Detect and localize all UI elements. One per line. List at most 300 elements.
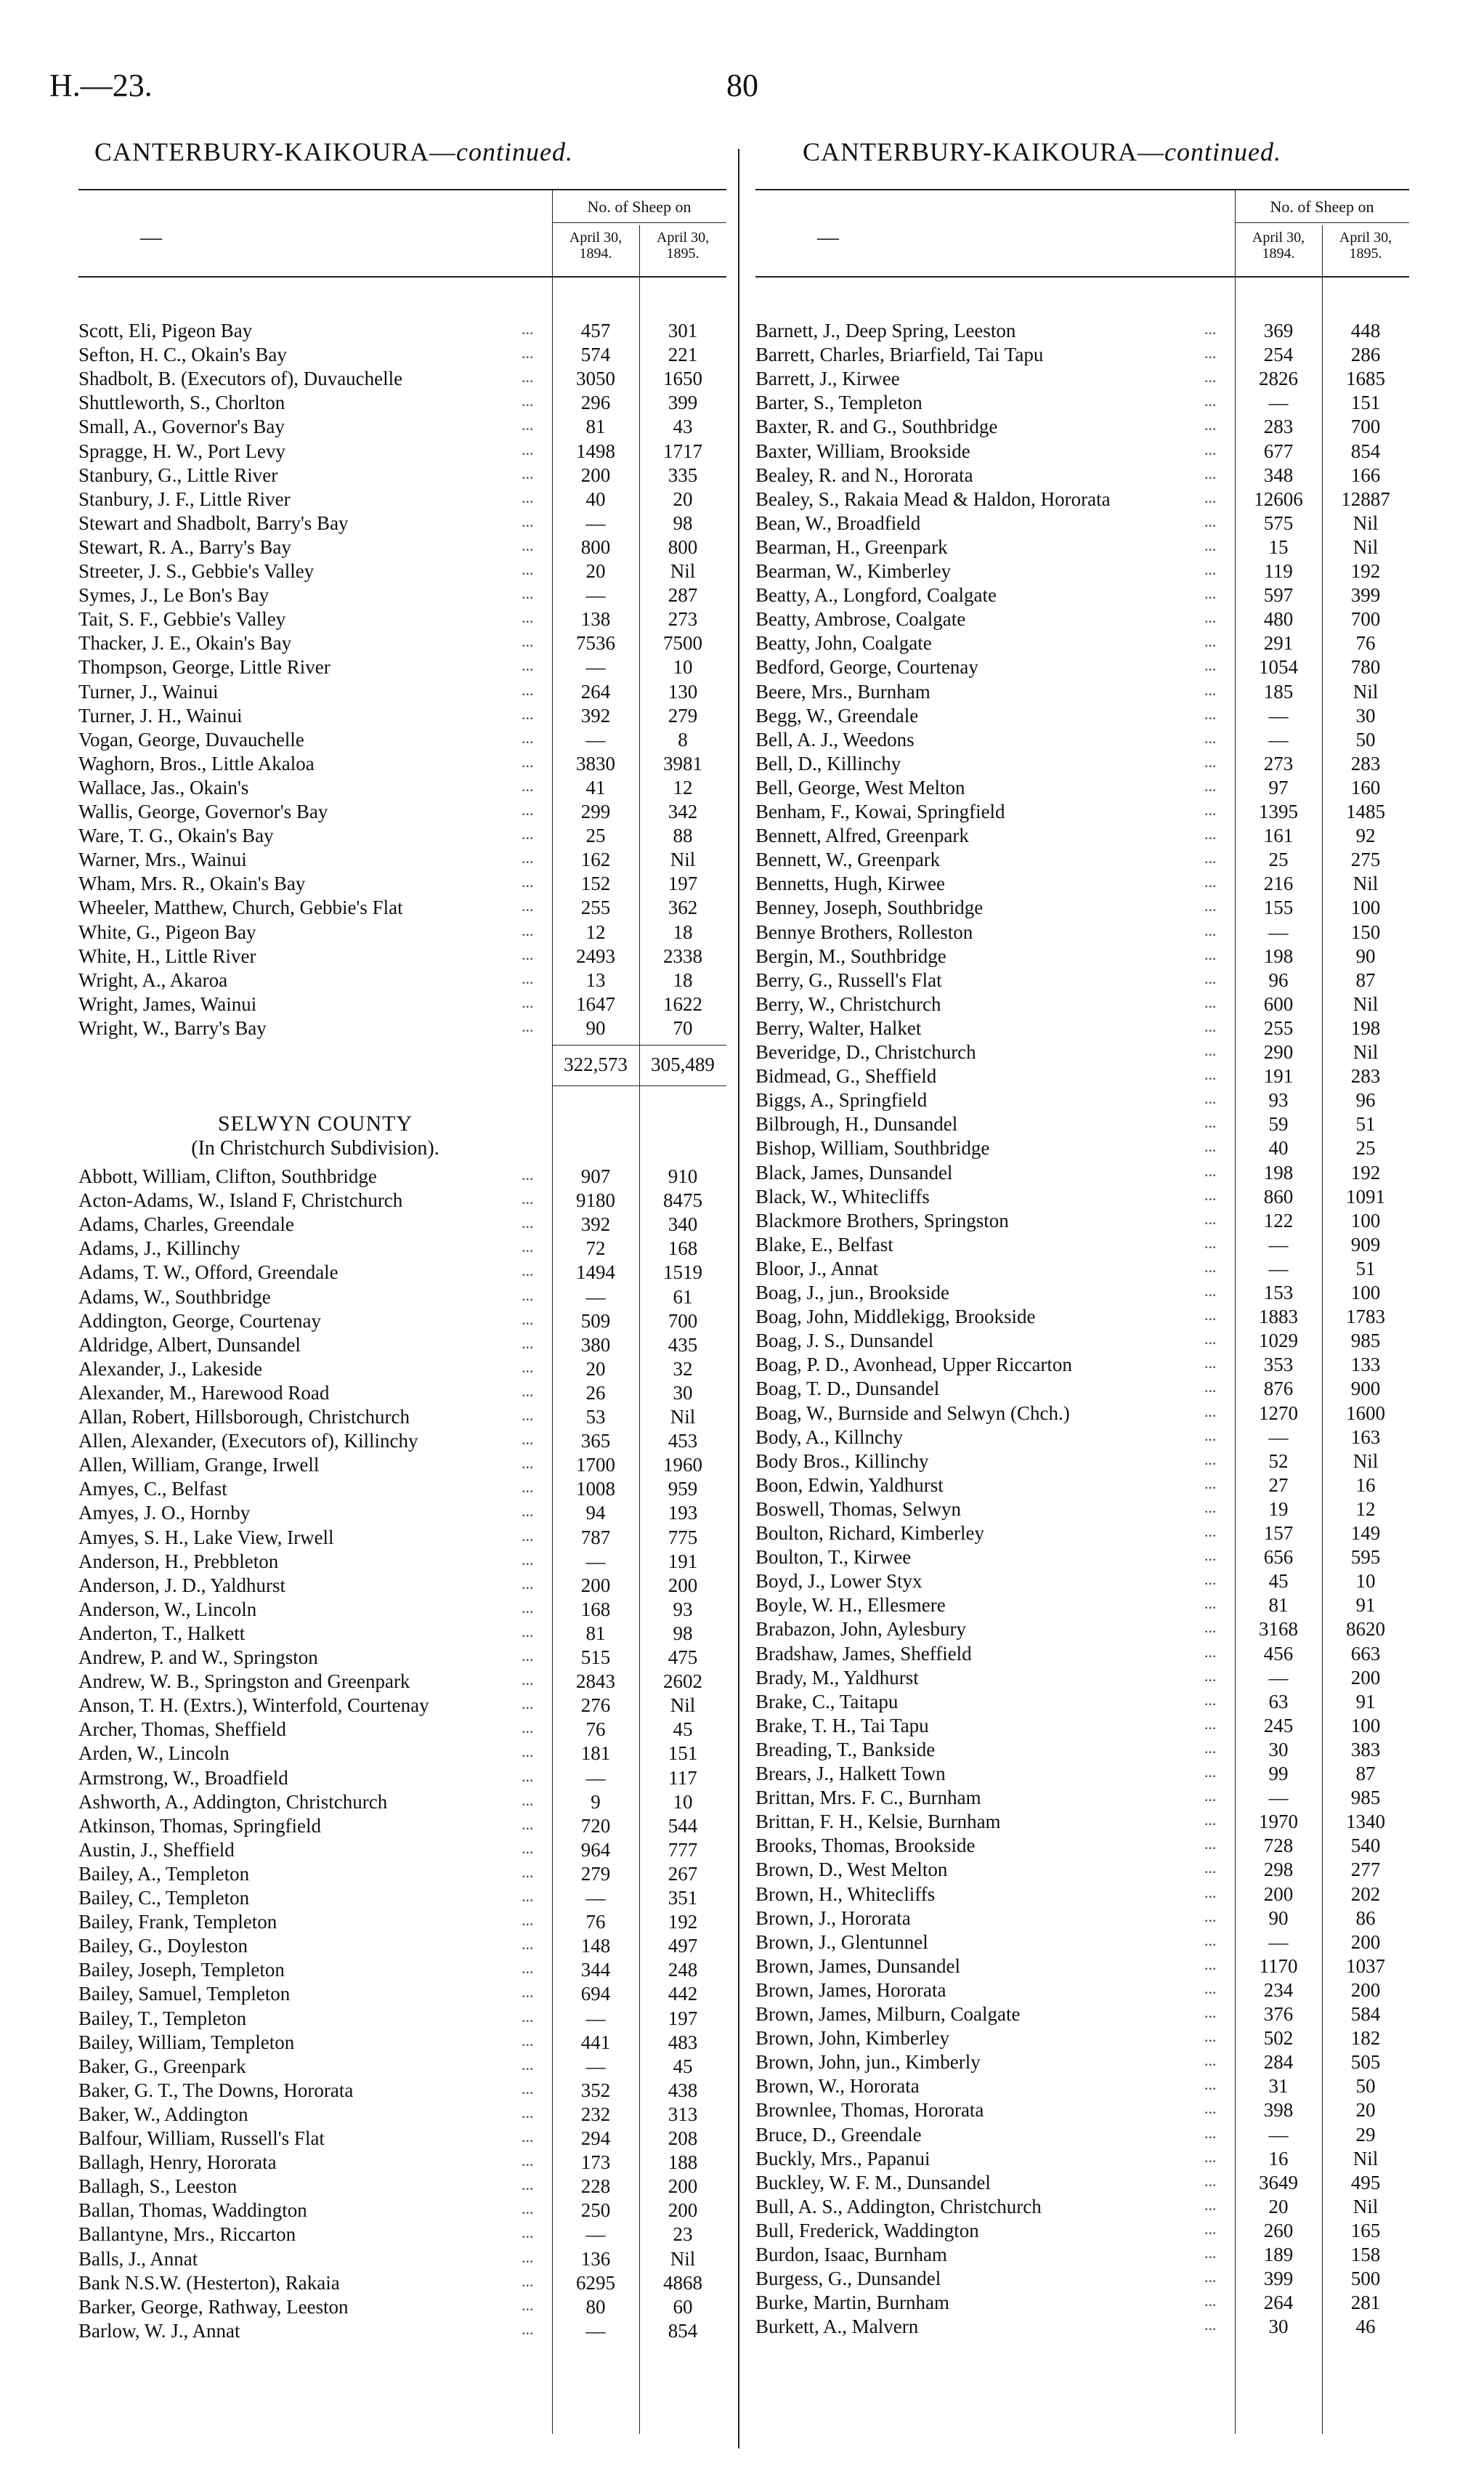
table-row — [755, 1667, 1409, 1691]
sheep-1895: 12 — [1355, 1498, 1376, 1520]
sheep-1895: 8 — [678, 729, 688, 751]
sheep-1895: 283 — [1350, 753, 1381, 775]
leader-dots: ... — [522, 1017, 534, 1035]
owner-name: Buckley, W. F. M., Dunsandel — [755, 2172, 991, 2193]
sheep-1894: 9 — [591, 1791, 601, 1813]
sheep-1894: 15 — [1268, 536, 1289, 558]
leader-dots: ... — [1204, 2220, 1217, 2238]
owner-name: Brake, T. H., Tai Tapu — [755, 1715, 929, 1736]
table-row — [755, 1450, 1409, 1474]
sheep-1894: 656 — [1263, 1546, 1294, 1568]
sheep-1894: 255 — [580, 897, 611, 918]
owner-name: Alexander, J., Lakeside — [78, 1358, 263, 1380]
owner-name: Ballantyne, Mrs., Riccarton — [78, 2223, 296, 2245]
sheep-1895: 182 — [1350, 2027, 1381, 2049]
sheep-1895: 96 — [1355, 1089, 1376, 1111]
sheep-1894: — — [1268, 921, 1289, 943]
sheep-1894: 3649 — [1259, 2172, 1298, 2193]
right-col1-label: April 30, 1894. — [1252, 230, 1305, 262]
sheep-1894: — — [585, 512, 606, 534]
sheep-1895: 12 — [673, 777, 693, 798]
sheep-1894: 1270 — [1259, 1402, 1298, 1424]
sheep-1894: 138 — [580, 608, 611, 630]
table-row — [78, 1382, 726, 1406]
sheep-1894: 575 — [1263, 512, 1294, 534]
owner-name: Buckly, Mrs., Papanui — [755, 2148, 930, 2169]
leader-dots: ... — [522, 1358, 534, 1376]
sheep-1894: — — [1268, 1931, 1289, 1953]
leader-dots: ... — [1204, 1378, 1217, 1396]
sheep-1895: 2602 — [663, 1670, 702, 1692]
table-row — [755, 1715, 1409, 1739]
table-row — [78, 1622, 726, 1646]
table-row — [755, 777, 1409, 801]
right-header-mid-rule — [1235, 222, 1409, 223]
sheep-1895: 151 — [1350, 392, 1381, 413]
table-row — [755, 2148, 1409, 2172]
table-row — [78, 969, 726, 993]
owner-name: Turner, J., Wainui — [78, 681, 219, 703]
sheep-1895: 150 — [1350, 921, 1381, 943]
leader-dots: ... — [1204, 440, 1217, 458]
owner-name: Bell, D., Killinchy — [755, 753, 901, 775]
leader-dots: ... — [1204, 969, 1217, 987]
leader-dots: ... — [522, 464, 534, 482]
leader-dots: ... — [1204, 1041, 1217, 1059]
leader-dots: ... — [1204, 897, 1217, 915]
leader-dots: ... — [522, 2079, 534, 2098]
owner-name: Brittan, F. H., Kelsie, Burnham — [755, 1811, 1001, 1832]
sheep-1895: 70 — [673, 1017, 693, 1039]
sheep-1894: 1029 — [1259, 1330, 1298, 1351]
table-row — [78, 1574, 726, 1598]
leader-dots: ... — [1204, 1643, 1217, 1661]
table-row — [78, 945, 726, 969]
owner-name: Anderton, T., Halkett — [78, 1622, 246, 1644]
owner-name: Biggs, A., Springfield — [755, 1089, 928, 1111]
leader-dots: ... — [522, 1598, 534, 1617]
table-row — [78, 2248, 726, 2272]
owner-name: Brears, J., Halkett Town — [755, 1763, 946, 1784]
sheep-1894: 392 — [580, 705, 611, 727]
leader-dots: ... — [522, 1526, 534, 1545]
owner-name: Brown, James, Hororata — [755, 1979, 946, 2001]
owner-name: Boag, P. D., Avonhead, Upper Riccarton — [755, 1354, 1072, 1375]
sheep-1894: 284 — [1263, 2051, 1294, 2073]
table-row — [755, 560, 1409, 584]
table-row — [755, 632, 1409, 656]
sheep-1894: 191 — [1263, 1065, 1294, 1087]
sheep-1894: 245 — [1263, 1715, 1294, 1736]
sheep-1895: 100 — [1350, 1210, 1381, 1232]
sheep-1895: 663 — [1350, 1643, 1381, 1665]
table-row — [755, 1210, 1409, 1234]
table-row — [78, 1863, 726, 1887]
sheep-1894: 291 — [1263, 632, 1294, 654]
table-row — [755, 1234, 1409, 1258]
owner-name: Boag, T. D., Dunsandel — [755, 1378, 940, 1399]
leader-dots: ... — [522, 1791, 534, 1809]
sheep-1895: 188 — [668, 2151, 698, 2173]
sheep-1895: 277 — [1350, 1859, 1381, 1880]
sheep-1895: 30 — [673, 1382, 693, 1404]
leader-dots: ... — [522, 1406, 534, 1424]
owner-name: Burgess, G., Dunsandel — [755, 2268, 941, 2289]
leader-dots: ... — [1204, 608, 1217, 626]
sheep-1895: 1650 — [663, 368, 702, 389]
leader-dots: ... — [522, 2055, 534, 2074]
sheep-1895: 87 — [1355, 1763, 1376, 1784]
sheep-1895: Nil — [1353, 1041, 1379, 1063]
sheep-1895: 160 — [1350, 777, 1381, 798]
leader-dots: ... — [522, 1213, 534, 1232]
sheep-1895: 399 — [1350, 584, 1381, 606]
sheep-1894: 181 — [580, 1742, 611, 1764]
sheep-1894: 30 — [1268, 2316, 1289, 2337]
sheep-1895: 438 — [668, 2079, 698, 2101]
leader-dots: ... — [522, 1430, 534, 1448]
owner-name: White, G., Pigeon Bay — [78, 921, 256, 943]
sheep-1894: 200 — [580, 1574, 611, 1596]
sheep-1895: 8475 — [663, 1189, 702, 1211]
owner-name: Boyd, J., Lower Styx — [755, 1570, 923, 1592]
sheep-1895: 780 — [1350, 656, 1381, 678]
table-row — [755, 801, 1409, 825]
sheep-1894: 168 — [580, 1598, 611, 1620]
sheep-1895: 32 — [673, 1358, 693, 1380]
owner-name: Boulton, Richard, Kimberley — [755, 1522, 984, 1544]
leader-dots: ... — [522, 2296, 534, 2314]
table-row — [78, 873, 726, 897]
sheep-1894: 19 — [1268, 1498, 1289, 1520]
sheep-1894: — — [1268, 1258, 1289, 1279]
sheep-1894: 283 — [1263, 416, 1294, 437]
table-row — [78, 1959, 726, 1983]
sheep-1894: 456 — [1263, 1643, 1294, 1665]
leader-dots: ... — [1204, 1282, 1217, 1300]
leader-dots: ... — [1204, 656, 1217, 674]
leader-dots: ... — [522, 1286, 534, 1304]
sheep-1895: 168 — [668, 1237, 698, 1259]
sheep-1894: 148 — [580, 1935, 611, 1957]
owner-name: Brownlee, Thomas, Hororata — [755, 2099, 984, 2121]
table-row — [755, 1426, 1409, 1450]
leader-dots: ... — [522, 1550, 534, 1569]
table-row — [755, 993, 1409, 1017]
table-row — [755, 1739, 1409, 1763]
owner-name: Stanbury, G., Little River — [78, 464, 278, 486]
sheep-1895: 4868 — [663, 2272, 702, 2294]
sheep-1894: 254 — [1263, 344, 1294, 365]
sheep-1894: 276 — [580, 1694, 611, 1716]
owner-name: Adams, Charles, Greendale — [78, 1213, 294, 1235]
total-top-rule — [552, 1045, 726, 1046]
leader-dots: ... — [522, 2127, 534, 2146]
leader-dots: ... — [1204, 2003, 1217, 2021]
sheep-1895: Nil — [670, 849, 696, 870]
table-row — [78, 1406, 726, 1430]
leader-dots: ... — [522, 1382, 534, 1400]
leader-dots: ... — [522, 897, 534, 915]
table-row — [755, 1979, 1409, 2003]
leader-dots: ... — [1204, 1234, 1217, 1252]
sheep-1894: 12 — [585, 921, 606, 943]
leader-dots: ... — [522, 993, 534, 1011]
table-row — [755, 656, 1409, 680]
sheep-1894: 1054 — [1259, 656, 1298, 678]
leader-dots: ... — [522, 2031, 534, 2050]
leader-dots: ... — [1204, 1763, 1217, 1781]
owner-name: Bradshaw, James, Sheffield — [755, 1643, 972, 1665]
leader-dots: ... — [522, 1574, 534, 1593]
table-row — [78, 2320, 726, 2344]
leader-dots: ... — [1204, 2292, 1217, 2310]
sheep-1895: 909 — [1350, 1234, 1381, 1255]
sheep-1894: 376 — [1263, 2003, 1294, 2025]
table-row — [755, 897, 1409, 921]
sheep-1894: 728 — [1263, 1835, 1294, 1856]
leader-dots: ... — [1204, 1354, 1217, 1372]
table-row — [78, 1598, 726, 1622]
sheep-1894: 3168 — [1259, 1618, 1298, 1640]
table-row — [755, 1282, 1409, 1306]
table-row — [755, 2027, 1409, 2051]
right-col2-label: April 30, 1895. — [1339, 230, 1392, 262]
sheep-1894: 264 — [1263, 2292, 1294, 2313]
owner-name: Bailey, T., Templeton — [78, 2007, 247, 2029]
sheep-1895: 200 — [1350, 1931, 1381, 1953]
table-row — [78, 368, 726, 392]
owner-name: Bailey, Samuel, Templeton — [78, 1983, 291, 2005]
table-row — [755, 849, 1409, 873]
leader-dots: ... — [522, 560, 534, 578]
table-row — [78, 801, 726, 825]
leader-dots: ... — [1204, 1426, 1217, 1444]
sheep-1894: 40 — [585, 488, 606, 510]
sheep-1895: 45 — [673, 2055, 693, 2077]
leader-dots: ... — [1204, 1691, 1217, 1709]
owner-name: Amyes, C., Belfast — [78, 1478, 227, 1500]
leader-dots: ... — [522, 1622, 534, 1641]
sheep-1894: 27 — [1268, 1474, 1289, 1496]
owner-name: Body, A., Killnchy — [755, 1426, 904, 1448]
owner-name: Brabazon, John, Aylesbury — [755, 1618, 966, 1640]
sheep-1894: 574 — [580, 344, 611, 365]
owner-name: Brown, D., West Melton — [755, 1859, 948, 1880]
owner-name: Vogan, George, Duvauchelle — [78, 729, 304, 751]
table-row — [78, 849, 726, 873]
leader-dots: ... — [522, 921, 534, 939]
leader-dots: ... — [1204, 584, 1217, 602]
sheep-1895: 87 — [1355, 969, 1376, 991]
sheep-1894: 94 — [585, 1502, 606, 1524]
sheep-1895: 1717 — [663, 440, 702, 462]
sheep-1894: 860 — [1263, 1186, 1294, 1208]
leader-dots: ... — [522, 705, 534, 723]
sheep-1895: 151 — [668, 1742, 698, 1764]
sheep-1895: Nil — [1353, 1450, 1379, 1472]
leader-dots: ... — [522, 1742, 534, 1760]
sheep-1895: 100 — [1350, 897, 1381, 918]
sheep-1894: 12606 — [1254, 488, 1303, 510]
owner-name: Barrett, J., Kirwee — [755, 368, 900, 389]
leader-dots: ... — [1204, 1883, 1217, 1901]
leader-dots: ... — [522, 1646, 534, 1665]
sheep-1895: 165 — [1350, 2220, 1381, 2241]
leader-dots: ... — [1204, 1667, 1217, 1685]
sheep-1894: 9180 — [576, 1189, 615, 1211]
sheep-1894: 399 — [1263, 2268, 1294, 2289]
sheep-1895: 505 — [1350, 2051, 1381, 2073]
sheep-1895: 700 — [668, 1310, 698, 1332]
owner-name: Andrew, W. B., Springston and Greenpark — [78, 1670, 410, 1692]
table-row — [78, 1478, 726, 1502]
leader-dots: ... — [1204, 1402, 1217, 1420]
sheep-1895: 192 — [1350, 560, 1381, 582]
sheep-1894: 40 — [1268, 1137, 1289, 1159]
sheep-1894: 398 — [1263, 2099, 1294, 2121]
sheep-1895: 475 — [668, 1646, 698, 1668]
left-title-main: CANTERBURY-KAIKOURA— — [94, 137, 457, 166]
sheep-1894: — — [1268, 1426, 1289, 1448]
table-row — [755, 1546, 1409, 1570]
sheep-1894: 1970 — [1259, 1811, 1298, 1832]
owner-name: Spragge, H. W., Port Levy — [78, 440, 285, 462]
leader-dots: ... — [522, 1189, 534, 1208]
sheep-1894: 45 — [1268, 1570, 1289, 1592]
sheep-1894: 63 — [1268, 1691, 1289, 1712]
owner-name: Baxter, R. and G., Southbridge — [755, 416, 998, 437]
leader-dots: ... — [1204, 1931, 1217, 1949]
owner-name: Wright, W., Barry's Bay — [78, 1017, 267, 1039]
sheep-1895: 351 — [668, 1887, 698, 1909]
owner-name: Beatty, Ambrose, Coalgate — [755, 608, 966, 630]
sheep-1895: 342 — [668, 801, 698, 822]
sheep-1895: 854 — [1350, 440, 1381, 462]
left-header-dash: — — [140, 225, 162, 249]
owner-name: Balfour, William, Russell's Flat — [78, 2127, 325, 2149]
owner-name: Austin, J., Sheffield — [78, 1839, 235, 1861]
table-row — [78, 705, 726, 729]
sheep-1895: 191 — [668, 1550, 698, 1572]
sheep-1894: — — [1268, 2124, 1289, 2146]
sheep-1895: 50 — [1355, 2075, 1376, 2097]
sheep-1895: 248 — [668, 1959, 698, 1981]
owner-name: Boag, W., Burnside and Selwyn (Chch.) — [755, 1402, 1070, 1424]
sheep-1894: 290 — [1263, 1041, 1294, 1063]
sheep-1894: 76 — [585, 1718, 606, 1740]
sheep-1895: 279 — [668, 705, 698, 727]
sheep-1894: 273 — [1263, 753, 1294, 775]
sheep-1895: 985 — [1350, 1787, 1381, 1808]
leader-dots: ... — [1204, 1907, 1217, 1925]
sheep-1895: 910 — [668, 1165, 698, 1187]
table-row — [755, 1859, 1409, 1882]
leader-dots: ... — [1204, 681, 1217, 699]
leader-dots: ... — [522, 801, 534, 819]
table-row — [78, 1310, 726, 1334]
owner-name: Allen, Alexander, (Executors of), Killinchy — [78, 1430, 418, 1452]
owner-name: Addington, George, Courtenay — [78, 1310, 321, 1332]
left-header-top-rule — [78, 189, 726, 190]
owner-name: Boon, Edwin, Yaldhurst — [755, 1474, 944, 1496]
leader-dots: ... — [522, 1911, 534, 1929]
leader-dots: ... — [522, 632, 534, 650]
owner-name: Boag, J. S., Dunsandel — [755, 1330, 934, 1351]
leader-dots: ... — [522, 320, 534, 338]
right-header-bottom-rule — [755, 276, 1409, 278]
owner-name: Boyle, W. H., Ellesmere — [755, 1594, 946, 1616]
sheep-1894: — — [585, 656, 606, 678]
sheep-1895: 435 — [668, 1334, 698, 1356]
table-row — [755, 2244, 1409, 2268]
table-row — [755, 969, 1409, 993]
sheep-1894: — — [585, 584, 606, 606]
table-row — [78, 488, 726, 512]
leader-dots: ... — [522, 488, 534, 506]
sheep-1894: 153 — [1263, 1282, 1294, 1303]
leader-dots: ... — [1204, 2172, 1217, 2190]
sheep-1895: 16 — [1355, 1474, 1376, 1496]
sheep-1895: Nil — [1353, 512, 1379, 534]
leader-dots: ... — [522, 1261, 534, 1279]
sheep-1895: 192 — [668, 1911, 698, 1933]
table-row — [755, 2220, 1409, 2244]
owner-name: Bank N.S.W. (Hesterton), Rakaia — [78, 2272, 340, 2294]
sheep-1895: 91 — [1355, 1594, 1376, 1616]
sheep-1895: 10 — [1355, 1570, 1376, 1592]
owner-name: Bennett, Alfred, Greenpark — [755, 825, 969, 846]
subdivision-heading: (In Christchurch Subdivision). — [191, 1137, 439, 1160]
sheep-1894: 13 — [585, 969, 606, 991]
sheep-1894: 964 — [580, 1839, 611, 1861]
sheep-1894: 2843 — [576, 1670, 615, 1692]
sheep-1894: 200 — [580, 464, 611, 486]
owner-name: Brown, John, Kimberley — [755, 2027, 949, 2049]
sheep-1894: 119 — [1264, 560, 1293, 582]
total-bottom-rule — [552, 1085, 726, 1086]
owner-name: Anderson, W., Lincoln — [78, 1598, 257, 1620]
owner-name: Bealey, S., Rakaia Mead & Haldon, Hororata — [755, 488, 1111, 510]
owner-name: Shuttleworth, S., Chorlton — [78, 392, 285, 413]
leader-dots: ... — [1204, 416, 1217, 434]
sheep-1895: Nil — [670, 2248, 696, 2270]
leader-dots: ... — [1204, 1137, 1217, 1155]
table-row — [78, 1839, 726, 1863]
leader-dots: ... — [1204, 825, 1217, 843]
sheep-1894: — — [585, 2055, 606, 2077]
table-row — [755, 1787, 1409, 1811]
sheep-1895: 88 — [673, 825, 693, 846]
leader-dots: ... — [1204, 1210, 1217, 1228]
sheep-1894: 81 — [585, 1622, 606, 1644]
table-row — [755, 1402, 1409, 1426]
owner-name: Allen, William, Grange, Irwell — [78, 1454, 320, 1476]
table-row — [78, 993, 726, 1017]
sheep-1895: 130 — [668, 681, 698, 703]
sheep-1894: — — [585, 2007, 606, 2029]
owner-name: Thacker, J. E., Okain's Bay — [78, 632, 292, 654]
sheep-1895: 900 — [1350, 1378, 1381, 1399]
leader-dots: ... — [522, 777, 534, 795]
owner-name: Blackmore Brothers, Springston — [755, 1210, 1009, 1232]
leader-dots: ... — [1204, 2196, 1217, 2214]
sheep-1894: — — [585, 1887, 606, 1909]
sheep-1895: 76 — [1355, 632, 1376, 654]
sheep-1895: 283 — [1350, 1065, 1381, 1087]
table-row — [78, 1791, 726, 1815]
sheep-1895: 1519 — [663, 1261, 702, 1283]
